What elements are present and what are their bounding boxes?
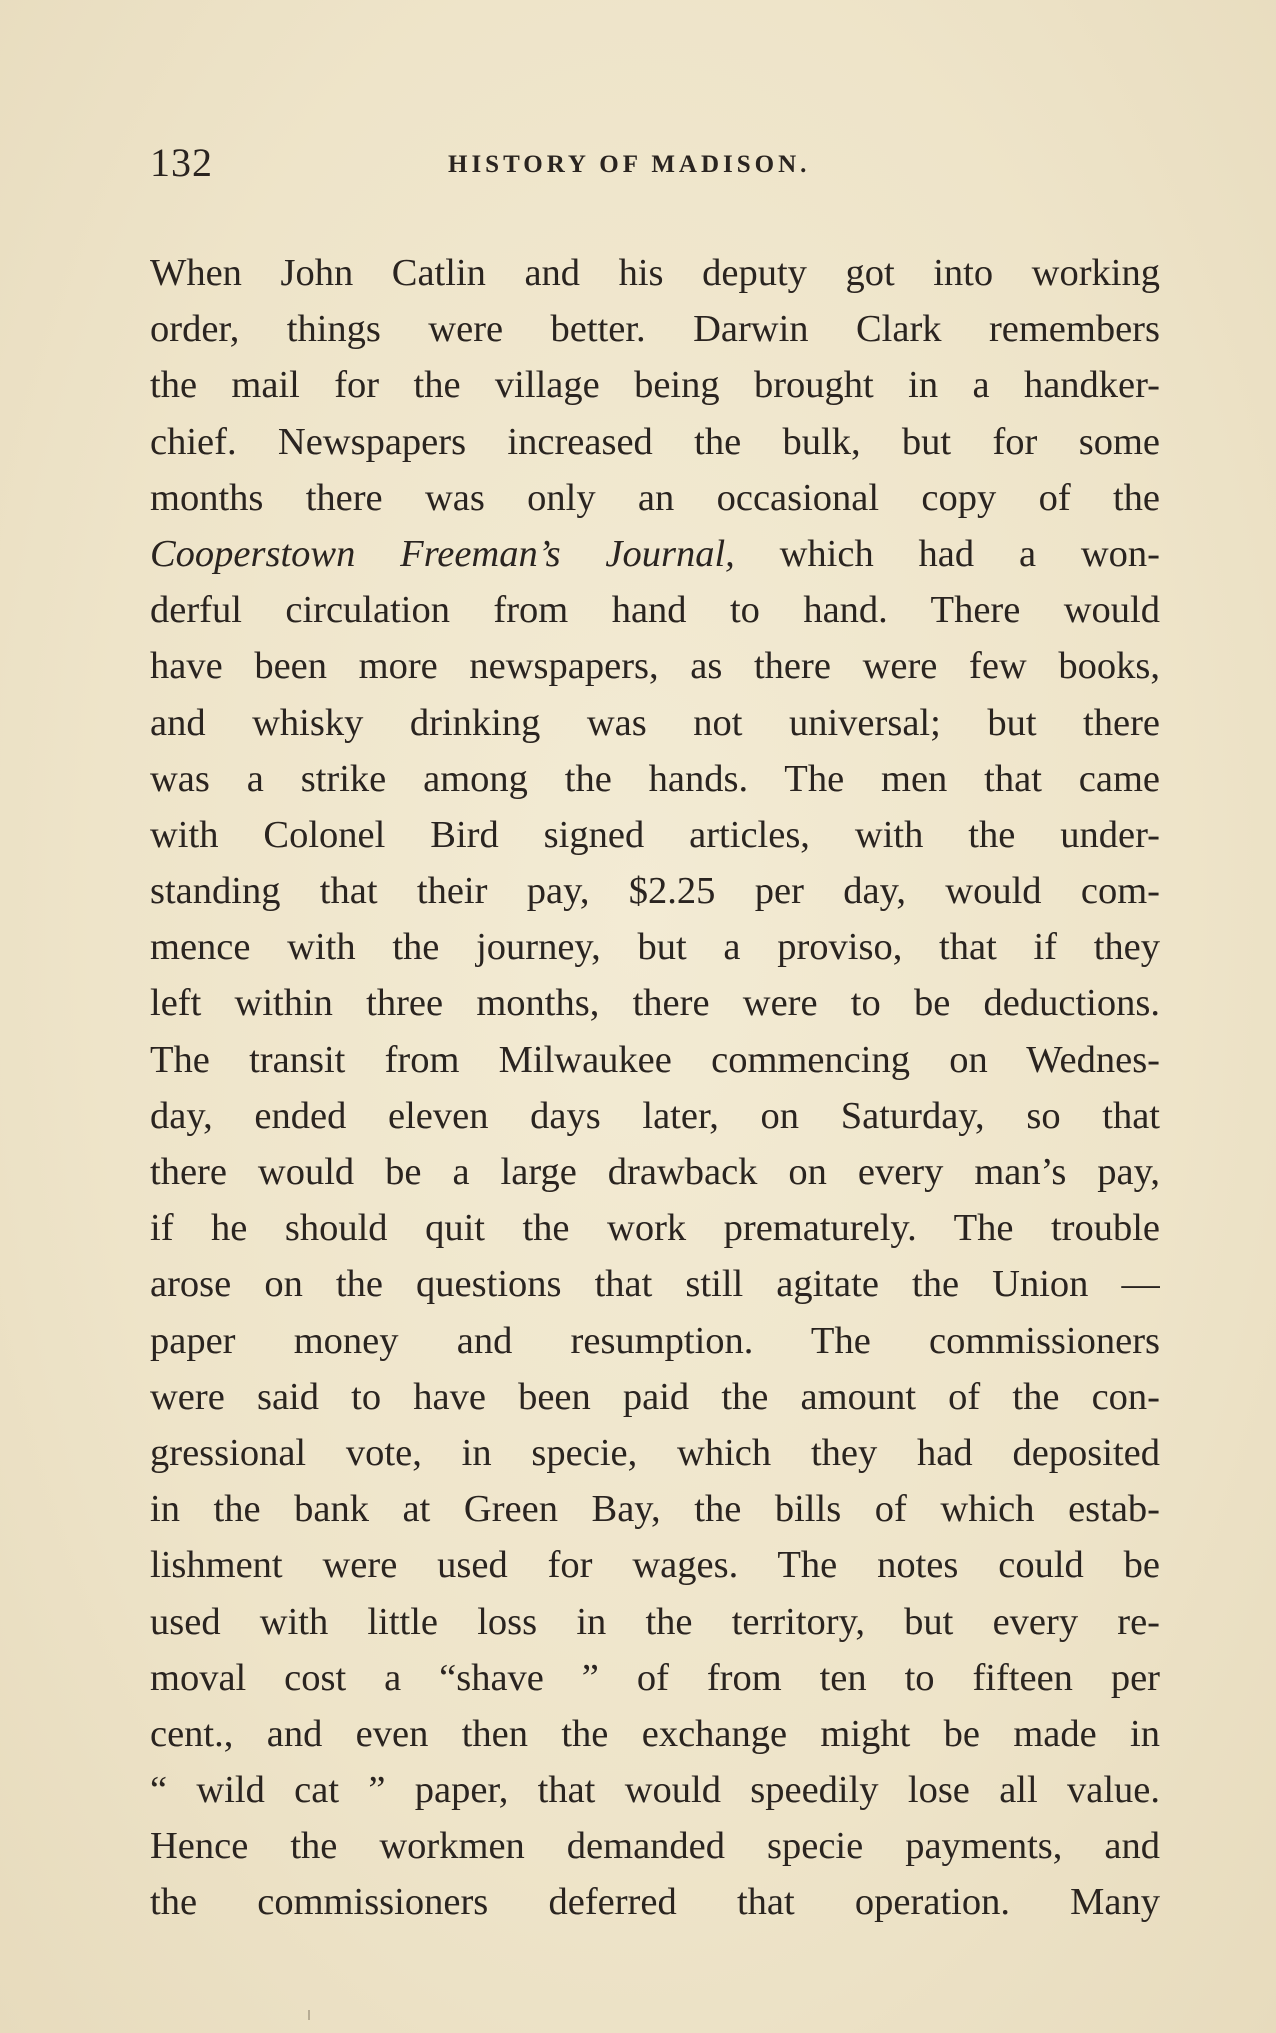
running-head [150,138,1155,188]
text-line: the commissioners deferred that operation. Many [150,1881,1160,1924]
text-line: with Colonel Bird signed articles, with the under- [150,813,1160,856]
text-line: arose on the questions that still agitate the Union — [150,1263,1160,1306]
text-line: left within three months, there were to be deductions. [150,982,1160,1025]
newspaper-title: Cooperstown Freeman’s Journal, [150,532,735,575]
page-number: 132 [150,140,213,185]
text-line: When John Catlin and his deputy got into working [150,252,1160,294]
text-line: order, things were better. Darwin Clark remembers [150,308,1160,351]
text-line: mence with the journey, but a proviso, that if they [150,926,1160,969]
text-line: standing that their pay, $2.25 per day, would com- [150,870,1160,913]
text-line: paper money and resumption. The commissioners [150,1319,1160,1362]
text-line: lishment were used for wages. The notes could be [150,1544,1160,1587]
text-line: chief. Newspapers increased the bulk, but for some [150,420,1160,463]
text-line: used with little loss in the territory, but every re- [150,1600,1160,1643]
body-text [150,245,1160,1931]
text-line: moval cost a “shave ” of from ten to fifteen per [150,1656,1160,1699]
text-line: have been more newspapers, as there were few books, [150,645,1160,688]
text-line: “ wild cat ” paper, that would speedily lose all value. [150,1769,1160,1812]
text-line: cent., and even then the exchange might be made in [150,1712,1160,1755]
text-line: months there was only an occasional copy of the [150,476,1160,519]
text-line: if he should quit the work prematurely. The trouble [150,1207,1160,1250]
text-line: gressional vote, in specie, which they had deposited [150,1431,1160,1474]
text-line: there would be a large drawback on every man’s pay, [150,1151,1160,1193]
text-line [150,526,1160,582]
text-line: were said to have been paid the amount of the con- [150,1375,1160,1418]
text-line: Hence the workmen demanded specie payments, and [150,1825,1160,1868]
text-line: derful circulation from hand to hand. There would [150,589,1160,632]
text-line: The transit from Milwaukee commencing on Wednes- [150,1038,1160,1081]
text-line: the mail for the village being brought in a handker- [150,364,1160,407]
text-line: was a strike among the hands. The men that came [150,757,1160,800]
text-line-rest: which had a won- [734,532,1160,575]
paper-speck [308,2010,310,2020]
text-line: and whisky drinking was not universal; but there [150,701,1160,744]
running-title: HISTORY OF MADISON. [448,151,811,178]
text-line: in the bank at Green Bay, the bills of which estab- [150,1488,1160,1531]
text-line: day, ended eleven days later, on Saturday, so that [150,1094,1160,1137]
